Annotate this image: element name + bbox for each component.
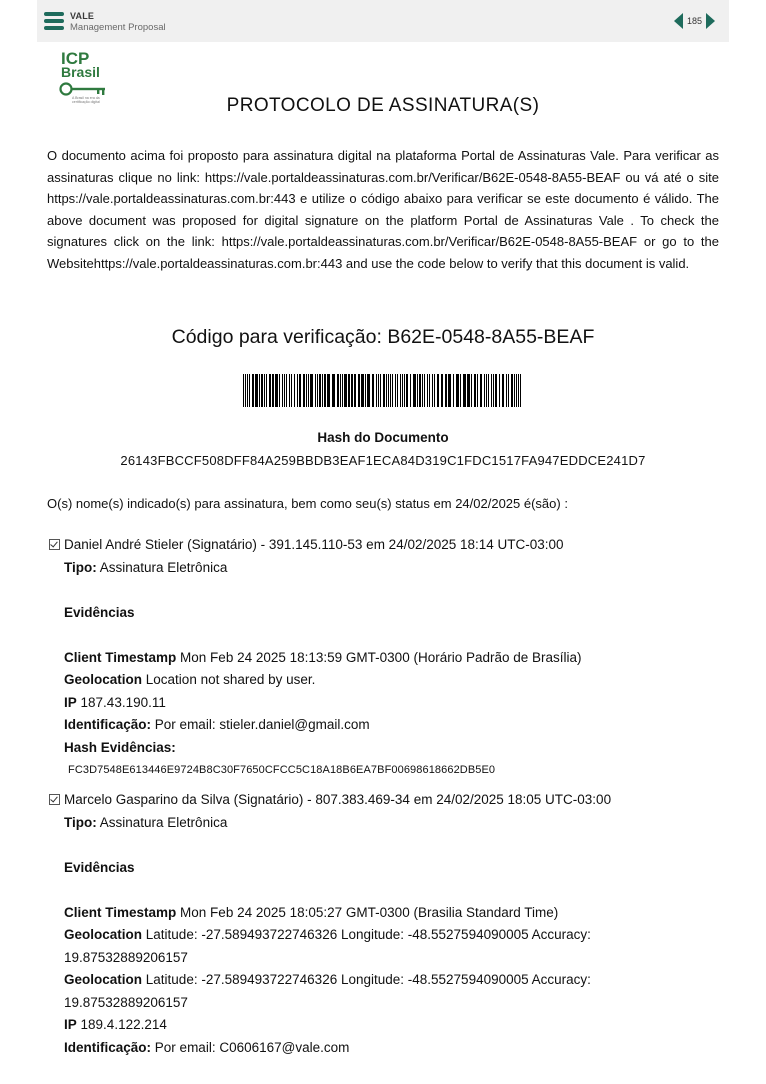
geolocation-value: Location not shared by user.: [145, 672, 316, 687]
signer-entry: [47, 789, 737, 1059]
barcode-bar: [467, 374, 470, 407]
document-hash-label: Hash do Documento: [317, 430, 449, 445]
barcode-bar: [474, 374, 476, 407]
barcode-bar: [493, 374, 494, 407]
barcode-bar: [308, 374, 309, 407]
barcode-bar: [286, 374, 287, 407]
signature-type-row: [47, 557, 737, 580]
barcode-bar: [388, 374, 389, 407]
barcode-bar: [272, 374, 274, 407]
barcode-bar: [332, 374, 335, 407]
barcode-bar: [471, 374, 472, 407]
barcode-bar: [344, 374, 347, 407]
hash-evidence-label: Hash Evidências:: [64, 739, 176, 755]
top-bar: [37, 0, 729, 42]
barcode-bar: [491, 374, 492, 407]
menu-icon[interactable]: [44, 12, 64, 30]
barcode-bar: [445, 374, 447, 407]
barcode-bar: [372, 374, 374, 407]
barcode-bar: [319, 374, 321, 407]
signers-status-intro: O(s) nome(s) indicado(s) para assinatura, bem como seu(s) status em 24/02/2025 é(são) :: [47, 496, 568, 511]
barcode-bar: [269, 374, 271, 407]
next-page-icon[interactable]: [706, 13, 715, 29]
barcode-bar: [520, 374, 521, 407]
identification-value: Por email: stieler.daniel@gmail.com: [154, 717, 370, 732]
barcode-bar: [249, 374, 250, 407]
barcode-bar: [306, 374, 307, 407]
barcode-bar: [441, 374, 443, 407]
barcode-bar: [315, 374, 316, 407]
barcode-bar: [264, 374, 265, 407]
barcode-bar: [365, 374, 366, 407]
intro-paragraph: O documento acima foi proposto para assinatura digital na plataforma Portal de Assinaturas Vale. Para verificar as assinaturas clique no link: https://vale.portaldeassinaturas.com.br/Verificar/B62E-0548-8A55-BEAF ou vá até o site https://vale.portaldeassinaturas.com.br:443 e utilize o código abaixo para verificar se este documento é válido. The above document was proposed for digital signature on the platform Portal de Assinaturas Vale . To check the signatures click on the link: https://vale.portaldeassinaturas.com.br/Verificar/B62E-0548-8A55-BEAF or go to the Websitehttps://vale.portaldeassinaturas.com.br:443 and use the code below to verify that this document is valid.: [47, 148, 719, 271]
barcode-bar: [297, 374, 298, 407]
ip-label: IP: [64, 694, 77, 710]
document-subtitle: Management Proposal: [70, 22, 166, 33]
barcode-bar: [303, 374, 305, 407]
barcode-bar: [376, 374, 377, 407]
barcode-bar: [395, 374, 396, 407]
barcode-bar: [284, 374, 285, 407]
barcode-bar: [448, 374, 451, 407]
signer-entry: [47, 534, 737, 781]
identification-label: Identificação:: [64, 717, 152, 732]
hash-evidence-value: FC3D7548E613446E9724B8C30F7650CFCC5C18A18B6EA7BF00698618662DB5E0: [68, 764, 496, 776]
logo-tagline: A Brasil na era da certificação digital: [72, 96, 100, 104]
barcode-bar: [484, 374, 485, 407]
ip-value: 189.4.122.214: [80, 1017, 167, 1032]
barcode-bar: [516, 374, 517, 407]
ip-row: [47, 692, 737, 715]
barcode-bar: [289, 374, 290, 407]
barcode-bar: [410, 374, 411, 407]
barcode-bar: [404, 374, 405, 407]
barcode-bar: [259, 374, 260, 407]
barcode-bar: [499, 374, 500, 407]
barcode-bar: [252, 374, 254, 407]
signature-type: Assinatura Eletrônica: [99, 559, 228, 575]
page-title: PROTOCOLO DE ASSINATURA(S): [226, 95, 540, 116]
barcode-bar: [486, 374, 487, 407]
checkbox-checked-icon[interactable]: [49, 539, 60, 550]
ip-row: [47, 1014, 737, 1037]
evidence-heading: [47, 602, 737, 625]
signature-type: Assinatura Eletrônica: [99, 814, 228, 830]
client-timestamp-label: Client Timestamp: [64, 904, 177, 920]
barcode-bar: [322, 374, 323, 407]
geolocation-value: Latitude: -27.589493722746326 Longitude: -48.5527594090005 Accuracy:: [145, 972, 591, 987]
barcode-bar: [361, 374, 364, 407]
barcode-bar: [502, 374, 504, 407]
barcode-bar: [351, 374, 353, 407]
geolocation-row-continued: 19.87532889206157: [64, 994, 188, 1010]
identification-value: Por email: C0606167@vale.com: [154, 1039, 350, 1055]
barcode-bar: [477, 374, 478, 407]
page-navigator: [674, 13, 715, 29]
signer-name: Daniel André Stieler (Signatário) - 391.145.110-53 em 24/02/2025 18:14 UTC-03:00: [64, 537, 564, 552]
evidence-heading-text: Evidências: [64, 859, 135, 875]
brand-name: VALE: [70, 11, 95, 21]
signer-name-line: [47, 534, 737, 557]
client-timestamp-row: [47, 647, 737, 670]
previous-page-icon[interactable]: [674, 13, 683, 29]
barcode-bar: [424, 374, 425, 407]
barcode: [243, 374, 523, 407]
document-hash-value: 26143FBCCF508DFF84A259BBDB3EAF1ECA84D319C1FDC1517FA947EDDCE241D7: [120, 453, 646, 468]
geolocation-label: Geolocation: [64, 972, 143, 987]
geolocation-value: Latitude: -27.589493722746326 Longitude: -48.5527594090005 Accuracy:: [145, 927, 591, 942]
barcode-bar: [402, 374, 403, 407]
barcode-bar: [488, 374, 489, 407]
barcode-bar: [456, 374, 459, 407]
ip-label: IP: [64, 1017, 77, 1032]
barcode-bar: [342, 374, 343, 407]
hash-evidence-row: [47, 737, 737, 760]
barcode-bar: [422, 374, 423, 407]
barcode-bar: [243, 374, 244, 407]
tipo-label: Tipo:: [64, 814, 97, 830]
barcode-bar: [327, 374, 330, 407]
barcode-bar: [463, 374, 466, 407]
ip-value: 187.43.190.11: [80, 694, 166, 710]
barcode-bar: [337, 374, 339, 407]
barcode-bar: [400, 374, 401, 407]
barcode-bar: [460, 374, 461, 407]
barcode-bar: [432, 374, 433, 407]
evidence-heading-text: Evidências: [64, 604, 135, 620]
barcode-bar: [480, 374, 482, 407]
barcode-bar: [340, 374, 341, 407]
barcode-bar: [354, 374, 356, 407]
barcode-bar: [419, 374, 421, 407]
barcode-bar: [390, 374, 391, 407]
barcode-bar: [417, 374, 418, 407]
barcode-bar: [437, 374, 439, 407]
barcode-bar: [245, 374, 246, 407]
barcode-bar: [266, 374, 267, 407]
barcode-bar: [397, 374, 398, 407]
geolocation-label: Geolocation: [64, 672, 143, 687]
barcode-bar: [518, 374, 519, 407]
barcode-bar: [380, 374, 381, 407]
geolocation-row-continued: 19.87532889206157: [64, 949, 188, 965]
barcode-bar: [386, 374, 387, 407]
signer-name: Marcelo Gasparino da Silva (Signatário) - 807.383.469-34 em 24/02/2025 18:05 UTC-03:00: [64, 792, 612, 807]
barcode-bar: [378, 374, 379, 407]
barcode-bar: [429, 374, 430, 407]
geolocation-row: [47, 969, 737, 992]
identification-row: [47, 714, 737, 737]
barcode-bar: [453, 374, 454, 407]
barcode-bar: [247, 374, 248, 407]
client-timestamp-label: Client Timestamp: [64, 649, 177, 665]
client-timestamp-row: [47, 902, 737, 925]
barcode-bar: [324, 374, 326, 407]
barcode-bar: [367, 374, 370, 407]
barcode-bar: [317, 374, 318, 407]
barcode-bar: [348, 374, 350, 407]
barcode-bar: [413, 374, 416, 407]
barcode-bar: [291, 374, 292, 407]
logo-text-icp: ICP: [61, 49, 90, 68]
client-timestamp-value: Mon Feb 24 2025 18:13:59 GMT-0300 (Horário Padrão de Brasília): [180, 649, 582, 665]
identification-row: [47, 1037, 737, 1060]
identification-label: Identificação:: [64, 1039, 152, 1055]
barcode-bar: [282, 374, 283, 407]
barcode-bar: [427, 374, 428, 407]
barcode-bar: [310, 374, 313, 407]
geolocation-label: Geolocation: [64, 927, 143, 942]
barcode-bar: [279, 374, 280, 407]
logo-text-brasil: Brasil: [61, 64, 100, 80]
geolocation-row: [47, 669, 737, 692]
barcode-bar: [511, 374, 513, 407]
checkbox-checked-icon[interactable]: [49, 794, 60, 805]
barcode-bar: [299, 374, 301, 407]
barcode-bar: [508, 374, 509, 407]
barcode-bar: [514, 374, 515, 407]
verification-code: Código para verificação: B62E-0548-8A55-BEAF: [171, 326, 595, 348]
signature-type-row: [47, 812, 737, 835]
barcode-bar: [495, 374, 497, 407]
barcode-bar: [392, 374, 393, 407]
barcode-bar: [261, 374, 263, 407]
signer-name-line: [47, 789, 737, 812]
geolocation-row: [47, 924, 737, 947]
client-timestamp-value: Mon Feb 24 2025 18:05:27 GMT-0300 (Brasilia Standard Time): [180, 904, 559, 920]
barcode-bar: [383, 374, 385, 407]
barcode-bar: [406, 374, 408, 407]
evidence-heading: [47, 857, 737, 880]
barcode-bar: [255, 374, 258, 407]
barcode-bar: [434, 374, 435, 407]
barcode-bar: [294, 374, 295, 407]
barcode-bar: [275, 374, 278, 407]
tipo-label: Tipo:: [64, 559, 97, 575]
page-number: 185: [686, 16, 702, 26]
barcode-bar: [358, 374, 360, 407]
barcode-bar: [506, 374, 507, 407]
